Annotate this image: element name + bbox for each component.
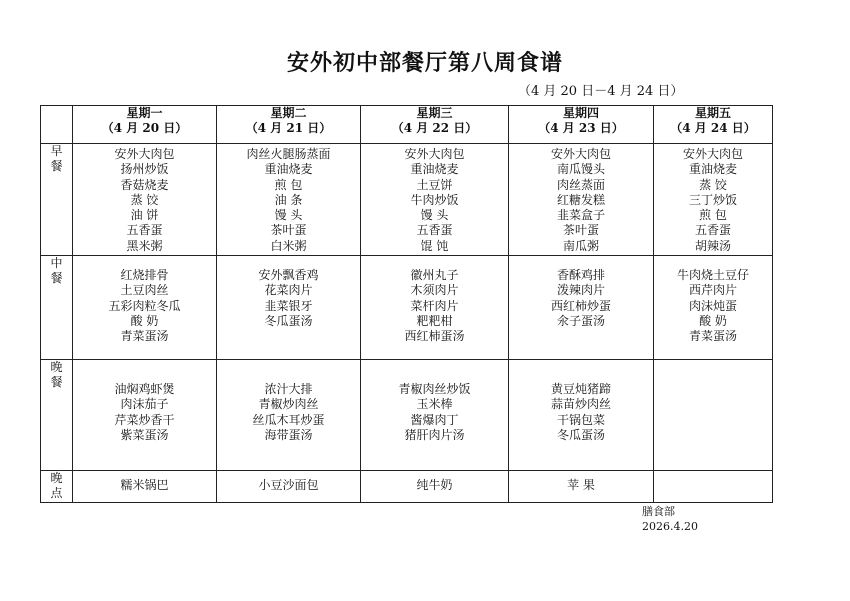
menu-cell bbox=[73, 144, 217, 256]
dish-item: 安外飘香鸡 bbox=[258, 268, 319, 282]
dish-item: 安外大肉包 bbox=[404, 147, 465, 161]
dish-item: 煎 包 bbox=[274, 177, 303, 192]
menu-cell bbox=[509, 144, 654, 256]
corner-cell bbox=[41, 106, 73, 144]
dish-item: 酸 奶 bbox=[699, 313, 727, 328]
dish-item: 香菇烧麦 bbox=[120, 177, 169, 192]
dish-item: 扬州炒饭 bbox=[120, 162, 169, 177]
dish-item: 馄 饨 bbox=[420, 238, 449, 253]
dish-item: 芹菜炒香干 bbox=[114, 412, 175, 427]
dish-item: 西芹肉片 bbox=[688, 283, 737, 298]
menu-table bbox=[40, 105, 773, 503]
dish-item: 胡辣汤 bbox=[694, 238, 731, 253]
dish-item: 安外大肉包 bbox=[550, 147, 611, 161]
day-name: 星期四 bbox=[562, 106, 599, 120]
dish-item: 重油烧麦 bbox=[688, 162, 737, 177]
day-header-monday bbox=[73, 106, 217, 144]
footer-department: 膳食部 bbox=[642, 505, 675, 518]
dish-item: 紫菜蛋汤 bbox=[120, 427, 169, 442]
menu-cell bbox=[509, 360, 654, 471]
menu-cell bbox=[73, 360, 217, 471]
dish-item: 苹 果 bbox=[567, 478, 595, 492]
day-date: （4 月 23 日） bbox=[538, 121, 624, 136]
dish-item: 安外大肉包 bbox=[114, 147, 175, 161]
meal-label-char: 中 bbox=[50, 256, 63, 270]
menu-cell bbox=[361, 256, 509, 360]
dish-item: 粑粑柑 bbox=[416, 313, 453, 328]
menu-cell bbox=[217, 360, 361, 471]
menu-cell bbox=[217, 256, 361, 360]
dish-item: 丝瓜木耳炒蛋 bbox=[252, 412, 325, 427]
dish-item: 花菜肉片 bbox=[264, 283, 313, 298]
meal-row bbox=[41, 471, 773, 503]
dish-item: 干锅包菜 bbox=[556, 412, 605, 427]
day-date: （4 月 22 日） bbox=[391, 121, 478, 136]
dish-item: 煎 包 bbox=[699, 208, 727, 223]
dish-item: 蒸 饺 bbox=[699, 177, 727, 192]
menu-cell bbox=[509, 256, 654, 360]
dish-item: 冬瓜蛋汤 bbox=[556, 427, 605, 442]
dish-item: 油焖鸡虾煲 bbox=[114, 382, 175, 396]
dish-item: 浓汁大排 bbox=[264, 382, 313, 396]
meal-label bbox=[41, 256, 73, 360]
day-date: （4 月 21 日） bbox=[245, 121, 332, 136]
dish-item: 土豆饼 bbox=[416, 177, 453, 192]
meal-label-char: 点 bbox=[50, 486, 63, 501]
dish-item: 小豆沙面包 bbox=[258, 478, 319, 492]
meal-label-char: 餐 bbox=[50, 159, 63, 174]
dish-item: 菜杆肉片 bbox=[410, 298, 459, 313]
meal-label-char: 晚 bbox=[50, 360, 63, 374]
dish-item: 茶叶蛋 bbox=[270, 223, 307, 238]
dish-item: 牛肉烧土豆仔 bbox=[676, 268, 749, 282]
dish-item: 馒 头 bbox=[274, 208, 303, 223]
menu-cell bbox=[654, 144, 773, 256]
dish-item: 香酥鸡排 bbox=[556, 268, 605, 282]
menu-cell bbox=[361, 360, 509, 471]
dish-item: 西红柿炒蛋 bbox=[550, 298, 611, 313]
meal-label bbox=[41, 471, 73, 503]
dish-item: 糯米锅巴 bbox=[120, 478, 169, 492]
dish-item: 重油烧麦 bbox=[410, 162, 459, 177]
dish-item: 猪肝肉片汤 bbox=[404, 427, 465, 442]
dish-item: 肉丝蒸面 bbox=[556, 177, 605, 192]
dish-item: 茶叶蛋 bbox=[562, 223, 599, 238]
dish-item: 泼辣肉片 bbox=[556, 283, 605, 298]
dish-item: 五香蛋 bbox=[126, 223, 163, 238]
dish-item: 油 条 bbox=[274, 192, 303, 207]
dish-item: 蒜苗炒肉丝 bbox=[550, 397, 611, 412]
dish-item: 青椒炒肉丝 bbox=[258, 397, 319, 412]
dish-item: 黑米粥 bbox=[126, 238, 163, 253]
dish-item: 南瓜粥 bbox=[562, 238, 599, 253]
dish-item: 韭菜银牙 bbox=[264, 298, 313, 313]
date-range: （4 月 20 日－4 月 24 日） bbox=[518, 84, 684, 99]
day-header-friday bbox=[654, 106, 773, 144]
dish-item: 五彩肉粒冬瓜 bbox=[108, 298, 181, 313]
menu-cell bbox=[73, 471, 217, 503]
page-title: 安外初中部餐厅第八周食谱 bbox=[286, 50, 563, 76]
dish-item: 酸 奶 bbox=[130, 313, 159, 328]
dish-item: 玉米棒 bbox=[416, 397, 453, 412]
dish-item: 油 饼 bbox=[130, 208, 159, 223]
dish-item: 红烧排骨 bbox=[120, 268, 169, 282]
dish-item: 白米粥 bbox=[270, 238, 307, 253]
meal-row bbox=[41, 360, 773, 471]
header-row bbox=[41, 106, 773, 144]
menu-cell bbox=[654, 256, 773, 360]
day-date: （4 月 24 日） bbox=[670, 121, 756, 136]
menu-cell bbox=[73, 256, 217, 360]
dish-item: 木须肉片 bbox=[410, 283, 459, 298]
meal-label-char: 餐 bbox=[50, 271, 63, 286]
day-header-tuesday bbox=[217, 106, 361, 144]
meal-label bbox=[41, 360, 73, 471]
dish-item: 肉沫茄子 bbox=[120, 397, 169, 412]
dish-item: 安外大肉包 bbox=[682, 147, 743, 161]
dish-item: 黄豆炖猪蹄 bbox=[550, 382, 611, 396]
day-header-wednesday bbox=[361, 106, 509, 144]
menu-cell bbox=[654, 360, 773, 471]
day-date: （4 月 20 日） bbox=[101, 121, 188, 136]
dish-item: 青菜蛋汤 bbox=[120, 329, 169, 344]
dish-item: 氽子蛋汤 bbox=[556, 313, 605, 328]
day-name: 星期三 bbox=[416, 106, 453, 120]
menu-cell bbox=[217, 471, 361, 503]
day-name: 星期一 bbox=[126, 106, 163, 120]
meal-label-char: 早 bbox=[50, 144, 63, 158]
dish-item: 红糖发糕 bbox=[556, 192, 605, 207]
menu-cell bbox=[361, 471, 509, 503]
dish-item: 海带蛋汤 bbox=[264, 427, 313, 442]
meal-row bbox=[41, 256, 773, 360]
dish-item: 徽州丸子 bbox=[410, 268, 459, 282]
menu-cell bbox=[654, 471, 773, 503]
dish-item: 西红柿蛋汤 bbox=[404, 329, 465, 344]
day-name: 星期二 bbox=[270, 106, 307, 120]
dish-item: 肉沫炖蛋 bbox=[688, 298, 737, 313]
dish-item: 青椒肉丝炒饭 bbox=[398, 382, 471, 396]
dish-item: 五香蛋 bbox=[694, 223, 731, 238]
dish-item: 馒 头 bbox=[420, 208, 449, 223]
dish-item: 南瓜馒头 bbox=[556, 162, 605, 177]
menu-cell bbox=[217, 144, 361, 256]
dish-item: 土豆肉丝 bbox=[120, 283, 169, 298]
dish-item: 蒸 饺 bbox=[130, 192, 159, 207]
menu-cell bbox=[361, 144, 509, 256]
dish-item: 肉丝火腿肠蒸面 bbox=[246, 147, 331, 161]
day-header-thursday bbox=[509, 106, 654, 144]
dish-item: 五香蛋 bbox=[416, 223, 453, 238]
dish-item: 三丁炒饭 bbox=[688, 192, 737, 207]
dish-item: 酱爆肉丁 bbox=[410, 412, 459, 427]
day-name: 星期五 bbox=[694, 106, 731, 120]
meal-label-char: 晚 bbox=[50, 471, 63, 485]
footer-date: 2026.4.20 bbox=[642, 520, 698, 533]
dish-item: 重油烧麦 bbox=[264, 162, 313, 177]
dish-item: 牛肉炒饭 bbox=[410, 192, 459, 207]
menu-cell bbox=[509, 471, 654, 503]
dish-item: 冬瓜蛋汤 bbox=[264, 313, 313, 328]
meal-row bbox=[41, 144, 773, 256]
meal-label bbox=[41, 144, 73, 256]
dish-item: 韭菜盒子 bbox=[556, 208, 605, 223]
meal-label-char: 餐 bbox=[50, 375, 63, 390]
dish-item: 青菜蛋汤 bbox=[688, 329, 737, 344]
dish-item: 纯牛奶 bbox=[416, 478, 453, 492]
